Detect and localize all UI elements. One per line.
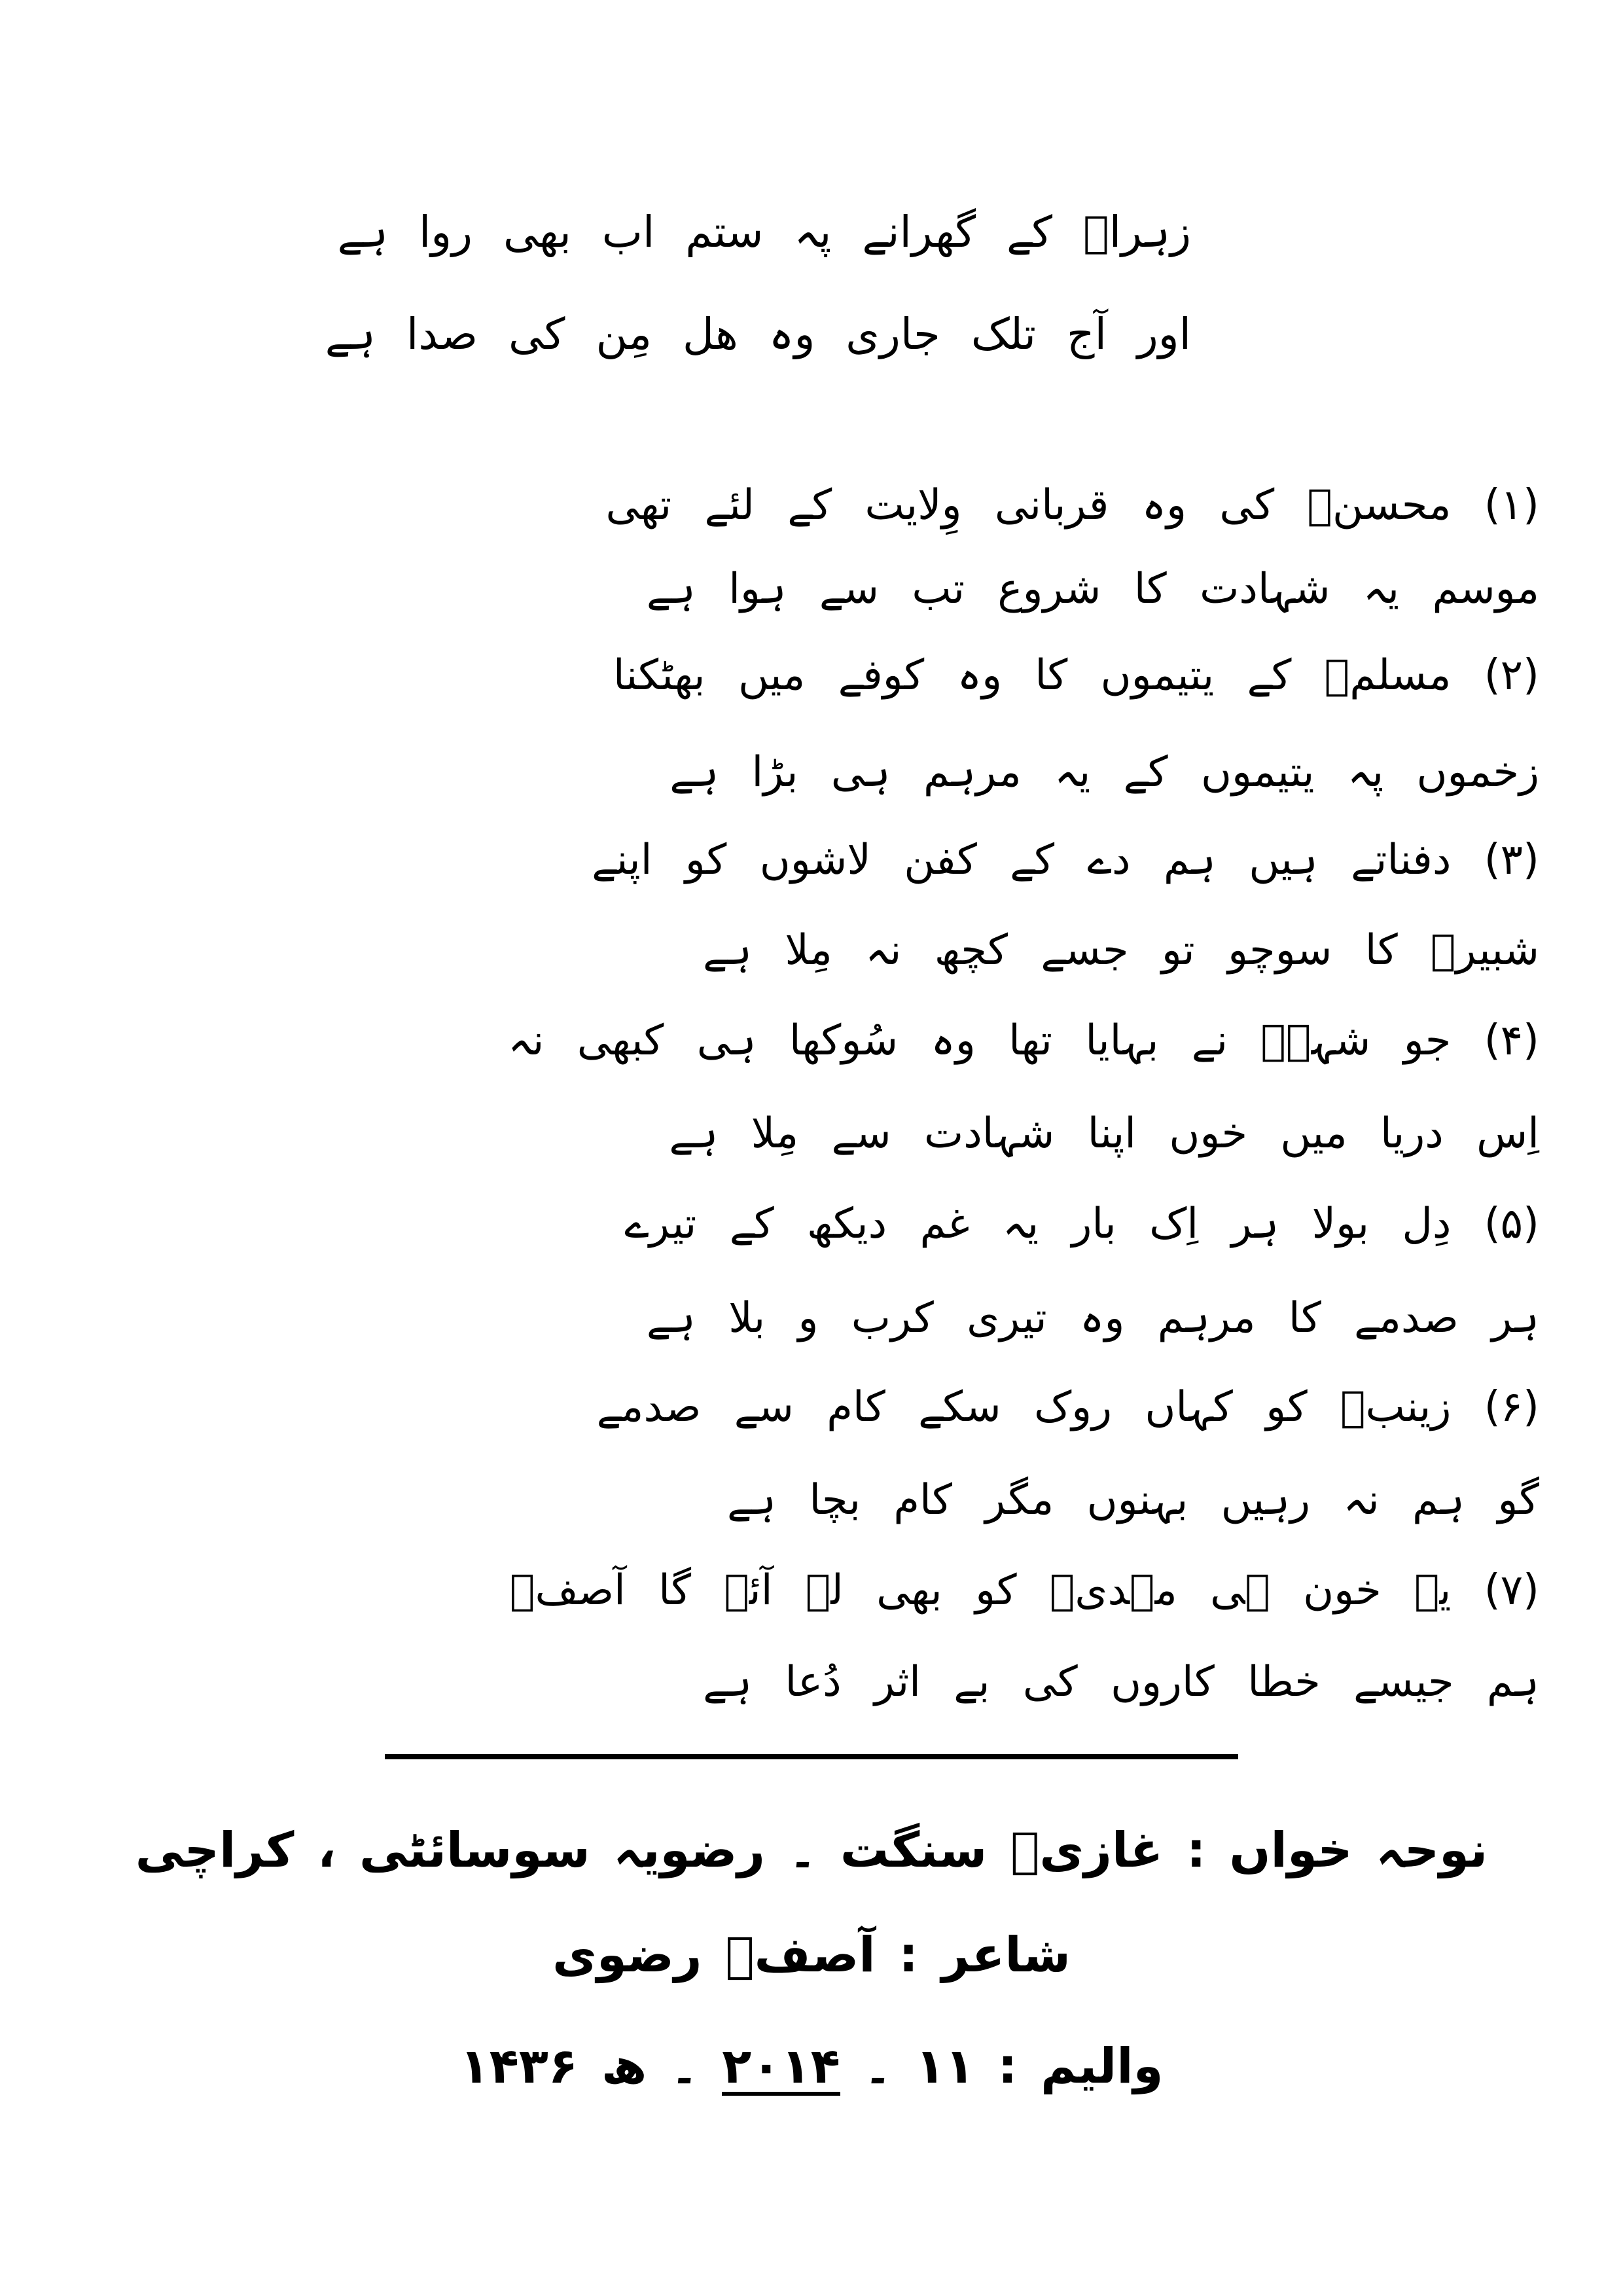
stanza-7-line-1	[510, 1566, 1539, 1615]
poet-label: شاعر	[941, 1927, 1071, 1983]
volume-credit: والیم : ۱۱ ۔ ۲۰۱۴ ۔ ھ ۱۴۳۶	[459, 2038, 1164, 2094]
verse-text: مسلمؑ کے یتیموں کا وہ کوفے میں بھٹکنا	[613, 651, 1452, 700]
stanza-1-line-2: موسم یہ شہادت کا شروع تب سے ہوا ہے	[646, 565, 1539, 613]
stanza-4-line-1	[508, 1016, 1539, 1065]
stanza-number: (۳)	[1484, 836, 1539, 884]
verse-text: جو شہہؑ نے بہایا تھا وہ سُوکھا ہی کبھی نہ	[508, 1016, 1452, 1065]
stanza-6-line-2: گو ہم نہ رہیں بہنوں مگر کام بچا ہے	[727, 1476, 1539, 1524]
stanza-3-line-2: شبیرؑ کا سوچو تو جسے کچھ نہ مِلا ہے	[702, 926, 1539, 975]
separator: ۔	[863, 2038, 892, 2094]
volume-label: والیم	[1041, 2038, 1164, 2094]
verse-text: یہ خون ہی مہدیؑ کو بھی لے آئے گا آصفؔ	[510, 1566, 1452, 1615]
year-gregorian: ۲۰۱۴	[722, 2038, 840, 2094]
stanza-number: (۱)	[1484, 481, 1539, 529]
verse-text: زینبؑ کو کہاں روک سکے کام سے صدمے	[596, 1383, 1452, 1431]
stanza-4-line-2: اِس دریا میں خوں اپنا شہادت سے مِلا ہے	[669, 1109, 1539, 1158]
stanza-3-line-1	[592, 836, 1539, 884]
stanza-number: (۵)	[1484, 1200, 1539, 1248]
stanza-number: (۴)	[1484, 1016, 1539, 1065]
stanza-2-line-2: زخموں پہ یتیموں کے یہ مرہم ہی بڑا ہے	[669, 748, 1539, 797]
stanza-number: (۲)	[1484, 651, 1539, 700]
verse-text: محسنؑ کی وہ قربانی وِلایت کے لئے تھی	[605, 481, 1452, 529]
stanza-1-line-1	[605, 481, 1539, 529]
poet-name: آصفؔ رضوی	[552, 1927, 876, 1983]
matla-line-2: اور آج تلک جاری وہ ھل مِن کی صدا ہے	[325, 309, 1191, 359]
matla-line-1: زہراؑ کے گھرانے پہ ستم اب بھی روا ہے	[337, 207, 1191, 257]
verse-text: دِل بولا ہر اِک بار یہ غم دیکھ کے تیرے	[624, 1200, 1452, 1248]
poet-credit: شاعر : آصفؔ رضوی	[552, 1927, 1071, 1983]
stanza-number: (۶)	[1484, 1383, 1539, 1431]
stanza-6-line-1	[596, 1383, 1539, 1431]
stanza-number: (۷)	[1484, 1566, 1539, 1615]
reciter-name: غازیؑ سنگت ۔ رضویہ سوسائٹی ، کراچی	[135, 1822, 1164, 1878]
year-hijri: ھ ۱۴۳۶	[459, 2038, 647, 2094]
separator: ۔	[670, 2038, 699, 2094]
stanza-5-line-2: ہر صدمے کا مرہم وہ تیری کرب و بلا ہے	[646, 1294, 1539, 1342]
stanza-2-line-1	[613, 651, 1539, 700]
verse-text: دفناتے ہیں ہم دے کے کفن لاشوں کو اپنے	[592, 836, 1452, 884]
stanza-7-line-2: ہم جیسے خطا کاروں کی بے اثر دُعا ہے	[703, 1658, 1539, 1706]
reciter-label: نوحہ خواں	[1229, 1822, 1488, 1878]
volume-number: ۱۱	[915, 2038, 975, 2094]
reciter-credit: نوحہ خواں : غازیؑ سنگت ۔ رضویہ سوسائٹی ، کراچی	[135, 1822, 1488, 1878]
horizontal-rule	[385, 1754, 1238, 1759]
stanza-5-line-1	[624, 1200, 1539, 1248]
